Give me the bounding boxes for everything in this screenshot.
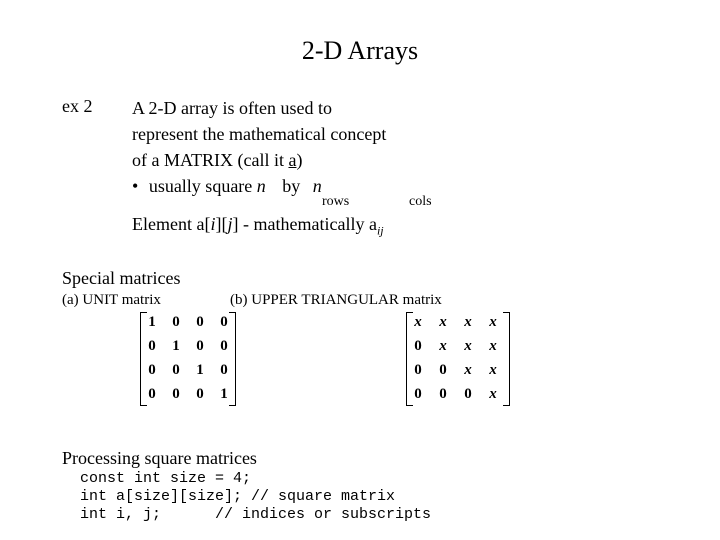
slide-title: 2-D Arrays: [301, 36, 419, 65]
processing-heading: Processing square matrices: [62, 448, 257, 468]
n-rows: n: [256, 176, 266, 196]
rows-label: rows: [322, 194, 350, 209]
upper-matrix-cell: 0: [414, 338, 422, 354]
unit-matrix-cell: 0: [196, 314, 204, 330]
n-cols: n: [312, 176, 322, 196]
element-pre: Element a[: [132, 214, 211, 234]
upper-matrix-cell: 0: [464, 386, 472, 402]
code-line-2: int a[size][size]; // square matrix: [80, 488, 396, 505]
upper-matrix-cell: 0: [414, 362, 422, 378]
element-post: ] - mathematically a: [232, 214, 377, 234]
description-line-3-pre: of a MATRIX (call it: [132, 150, 289, 170]
unit-matrix-cell: 1: [148, 314, 156, 330]
element-j: j: [227, 214, 233, 234]
element-subscript: ij: [376, 223, 384, 238]
element-mid: ][: [215, 214, 228, 234]
unit-matrix-cell: 0: [172, 314, 180, 330]
description-line-4: [132, 173, 322, 199]
upper-matrix-cell: x: [439, 314, 447, 330]
bullet: •: [132, 176, 139, 196]
upper-matrix-cell: x: [464, 362, 472, 378]
unit-matrix-cell: 1: [196, 362, 204, 378]
description-line-3: [132, 147, 302, 173]
upper-matrix-cell: x: [489, 314, 497, 330]
description-line-3-post: ): [296, 150, 303, 170]
upper-matrix-cell: x: [464, 314, 472, 330]
upper-matrix-cell: x: [414, 314, 422, 330]
matrix-variable: a: [288, 150, 297, 170]
unit-matrix-cell: 0: [148, 362, 156, 378]
upper-matrix-cell: 0: [439, 386, 447, 402]
square-text: usually square: [148, 176, 253, 196]
code-line-1: const int size = 4;: [80, 470, 252, 487]
description-line-2: represent the mathematical concept: [132, 124, 387, 144]
upper-matrix: [406, 312, 510, 406]
upper-matrix-cell: 0: [414, 386, 422, 402]
unit-matrix-cell: 1: [220, 386, 228, 402]
unit-matrix: [140, 312, 236, 406]
element-line: [132, 214, 384, 239]
upper-matrix-cell: 0: [439, 362, 447, 378]
cols-label: cols: [409, 194, 432, 209]
upper-matrix-label: (b) UPPER TRIANGULAR matrix: [230, 292, 442, 308]
unit-matrix-cell: 0: [148, 338, 156, 354]
example-label: ex 2: [62, 96, 93, 116]
unit-matrix-cell: 0: [172, 386, 180, 402]
unit-matrix-cell: 0: [148, 386, 156, 402]
element-i: i: [210, 214, 216, 234]
code-line-3: int i, j; // indices or subscripts: [80, 506, 432, 523]
upper-matrix-cell: x: [489, 386, 497, 402]
upper-matrix-cell: x: [464, 338, 472, 354]
unit-matrix-cell: 0: [220, 362, 228, 378]
special-heading: Special matrices: [62, 268, 181, 288]
upper-matrix-cell: x: [489, 338, 497, 354]
upper-matrix-cell: x: [439, 338, 447, 354]
by-text: by: [282, 176, 301, 196]
unit-matrix-cell: 0: [196, 386, 204, 402]
unit-matrix-cell: 0: [220, 338, 228, 354]
upper-matrix-cell: x: [489, 362, 497, 378]
unit-matrix-label: (a) UNIT matrix: [62, 292, 161, 308]
unit-matrix-cell: 0: [172, 362, 180, 378]
unit-matrix-cell: 0: [220, 314, 228, 330]
description-line-1: A 2-D array is often used to: [132, 98, 332, 118]
unit-matrix-cell: 1: [172, 338, 180, 354]
unit-matrix-cell: 0: [196, 338, 204, 354]
